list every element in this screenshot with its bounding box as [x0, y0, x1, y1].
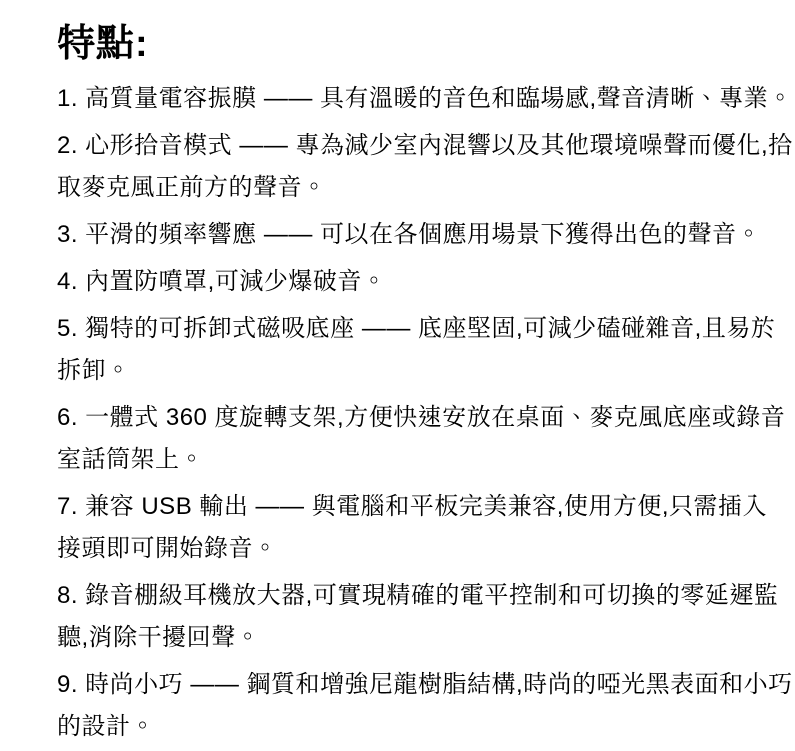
feature-line: 2. 心形拾音模式 —— 專為減少室內混響以及其他環境噪聲而優化,拾 [57, 132, 793, 159]
feature-line: 6. 一體式 360 度旋轉支架,方便快速安放在桌面、麥克風底座或錄音 [57, 404, 786, 431]
feature-item-7 [57, 486, 767, 570]
feature-line: 取麥克風正前方的聲音。 [57, 174, 327, 201]
feature-item-3 [57, 214, 767, 256]
feature-line: 3. 平滑的頻率響應 —— 可以在各個應用場景下獲得出色的聲音。 [57, 221, 762, 248]
feature-item-5 [57, 308, 776, 392]
page-title: 特點: [57, 23, 149, 65]
feature-line: 接頭即可開始錄音。 [57, 535, 278, 562]
feature-list [57, 78, 793, 748]
feature-line: 聽,消除干擾回聲。 [57, 624, 261, 651]
feature-line: 5. 獨特的可拆卸式磁吸底座 —— 底座堅固,可減少磕碰雜音,且易於 [57, 315, 776, 342]
feature-line: 拆卸。 [57, 357, 131, 384]
feature-item-4 [57, 261, 767, 303]
feature-item-2 [57, 125, 793, 209]
feature-item-1 [57, 78, 793, 120]
feature-line: 8. 錄音棚級耳機放大器,可實現精確的電平控制和可切換的零延遲監 [57, 582, 779, 609]
feature-line: 室話筒架上。 [57, 446, 204, 473]
feature-line: 7. 兼容 USB 輸出 —— 與電腦和平板完美兼容,使用方便,只需插入 [57, 493, 768, 520]
feature-item-9 [57, 664, 793, 748]
feature-line: 1. 高質量電容振膜 —— 具有溫暖的音色和臨場感,聲音清晰、專業。 [57, 85, 793, 112]
feature-item-6 [57, 397, 786, 481]
feature-line: 9. 時尚小巧 —— 鋼質和增強尼龍樹脂結構,時尚的啞光黑表面和小巧 [57, 671, 793, 698]
feature-line: 4. 內置防噴罩,可減少爆破音。 [57, 268, 387, 295]
feature-line: 的設計。 [57, 713, 155, 740]
feature-item-8 [57, 575, 779, 659]
